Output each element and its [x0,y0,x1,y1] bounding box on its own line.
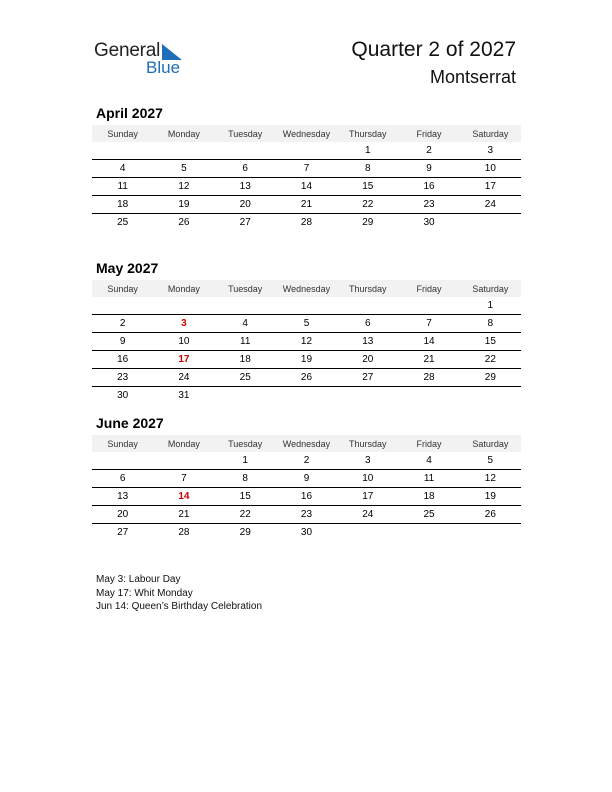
day-cell: 12 [300,336,313,347]
day-cell: 19 [484,491,496,502]
holiday-notes [96,573,262,614]
weekday-label: Friday [416,438,442,449]
day-cell: 9 [426,163,432,174]
weekday-label: Monday [167,128,200,139]
holiday-note: Jun 14: Queen’s Birthday Celebration [96,601,263,612]
generalblue-logo [94,40,194,80]
week-row [92,524,521,541]
day-cell: 31 [178,390,190,401]
weekday-label: Sunday [107,283,138,294]
day-cell: 13 [239,181,251,192]
day-cell: 19 [300,354,313,365]
day-cell: 24 [362,509,374,520]
week-row [92,196,521,214]
day-cell: 21 [300,199,313,210]
day-cell: 20 [362,354,374,365]
day-cell: 1 [364,145,371,156]
weekday-header [92,435,521,452]
weekday-label: Friday [416,128,442,139]
day-cell: 17 [178,354,190,365]
day-cell: 21 [178,509,190,520]
day-cell: 19 [178,199,190,210]
day-cell: 3 [487,145,494,156]
month-title: April 2027 [96,105,163,121]
month-calendar-april [92,104,521,231]
weekday-label: Saturday [472,438,509,449]
day-cell: 2 [119,318,126,329]
day-cell: 22 [362,199,374,210]
day-cell: 13 [362,336,374,347]
week-row [92,214,521,231]
weekday-header [92,280,521,297]
day-cell: 6 [119,473,126,484]
day-cell: 25 [239,372,251,383]
weekday-label: Monday [167,438,200,449]
day-cell: 22 [484,354,496,365]
day-cell: 17 [362,491,374,502]
day-cell: 1 [242,455,248,466]
day-cell: 22 [239,509,251,520]
weekday-label: Tuesday [228,438,263,449]
day-cell: 1 [487,300,494,311]
day-cell: 5 [181,163,187,174]
day-cell: 4 [119,163,126,174]
day-cell: 4 [242,318,248,329]
day-cell: 11 [117,181,128,192]
day-cell: 6 [364,318,371,329]
day-cell: 20 [117,509,129,520]
day-cell: 26 [178,217,190,228]
holiday-note: May 3: Labour Day [96,574,181,585]
logo-word-blue: Blue [146,58,181,77]
month-calendar-june [92,414,521,541]
day-cell: 25 [423,509,435,520]
weekday-label: Tuesday [228,128,263,139]
week-row [92,470,521,488]
day-cell: 10 [362,473,374,484]
day-cell: 14 [300,181,313,192]
week-row [92,160,521,178]
day-cell: 28 [423,372,435,383]
weekday-label: Sunday [107,128,138,139]
weekday-label: Sunday [107,438,138,449]
day-cell: 14 [178,491,190,502]
day-cell: 18 [423,491,435,502]
day-cell: 29 [362,217,374,228]
day-cell: 7 [426,318,432,329]
week-row [92,351,521,369]
week-row [92,333,521,351]
week-row [92,369,521,387]
day-cell: 6 [242,163,248,174]
week-row [92,452,521,470]
day-cell: 5 [487,455,494,466]
day-cell: 15 [362,181,374,192]
day-cell: 8 [487,318,494,329]
day-cell: 18 [117,199,129,210]
day-cell: 20 [239,199,251,210]
weekday-label: Thursday [349,283,387,294]
weekday-label: Saturday [472,128,509,139]
day-cell: 27 [117,527,129,538]
day-cell: 11 [423,473,435,484]
day-cell: 12 [484,473,496,484]
week-row [92,506,521,524]
day-cell: 13 [117,491,129,502]
day-cell: 27 [362,372,374,383]
week-rows [92,452,521,541]
day-cell: 4 [426,455,432,466]
weekday-label: Friday [416,283,442,294]
weekday-label: Saturday [472,283,509,294]
holiday-note: May 17: Whit Monday [96,587,193,599]
week-row [92,297,521,315]
day-cell: 30 [423,217,435,228]
day-cell: 21 [423,354,435,365]
week-row [92,387,521,404]
month-title: May 2027 [96,260,159,276]
day-cell: 23 [117,372,129,383]
week-row [92,178,521,196]
month-calendar-may [92,259,521,404]
day-cell: 15 [239,491,251,502]
day-cell: 30 [117,390,129,401]
day-cell: 24 [484,199,496,210]
day-cell: 11 [240,336,251,347]
page-title: Quarter 2 of 2027 [351,38,516,61]
day-cell: 26 [300,372,313,383]
weekday-label: Tuesday [228,283,263,294]
day-cell: 3 [181,318,187,329]
day-cell: 25 [117,217,129,228]
day-cell: 29 [484,372,496,383]
day-cell: 17 [484,181,496,192]
day-cell: 12 [178,181,190,192]
day-cell: 14 [423,336,435,347]
day-cell: 2 [426,145,432,156]
week-rows [92,297,521,404]
day-cell: 26 [484,509,496,520]
day-cell: 30 [300,527,313,538]
weekday-label: Thursday [349,438,387,449]
week-rows [92,142,521,231]
day-cell: 15 [484,336,496,347]
day-cell: 8 [242,473,248,484]
day-cell: 9 [119,336,126,347]
weekday-label: Wednesday [282,283,331,294]
logo-word-general: General [94,40,161,61]
day-cell: 9 [303,473,310,484]
week-row [92,142,521,160]
day-cell: 2 [303,455,310,466]
day-cell: 27 [239,217,251,228]
day-cell: 5 [303,318,310,329]
page-subtitle: Montserrat [429,67,516,87]
day-cell: 28 [300,217,313,228]
weekday-label: Wednesday [282,438,331,449]
day-cell: 7 [181,473,187,484]
day-cell: 29 [239,527,251,538]
day-cell: 24 [178,372,190,383]
day-cell: 23 [423,199,435,210]
day-cell: 18 [239,354,251,365]
day-cell: 8 [364,163,371,174]
weekday-label: Thursday [349,128,387,139]
day-cell: 28 [178,527,190,538]
day-cell: 3 [364,455,371,466]
day-cell: 16 [117,354,129,365]
day-cell: 23 [300,509,313,520]
day-cell: 10 [484,163,496,174]
week-row [92,488,521,506]
day-cell: 16 [423,181,435,192]
weekday-label: Wednesday [282,128,331,139]
month-title: June 2027 [96,415,164,431]
day-cell: 16 [300,491,313,502]
week-row [92,315,521,333]
weekday-header [92,125,521,142]
day-cell: 7 [303,163,310,174]
weekday-label: Monday [167,283,200,294]
day-cell: 10 [178,336,190,347]
